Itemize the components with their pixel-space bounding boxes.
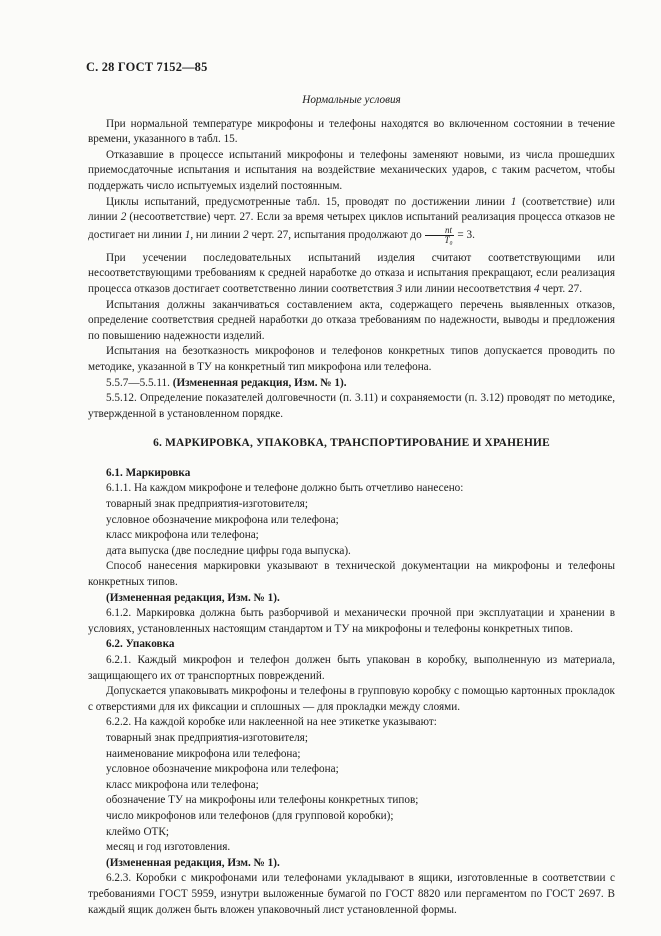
paragraph: 5.5.12. Определение показателей долговечности (п. 3.11) и сохраняемости (п. 3.12) проводят по методике, утвержденной в установленном порядке.	[88, 392, 615, 420]
document-body	[88, 93, 615, 918]
list-item: условное обозначение микрофона или телефона;	[106, 513, 339, 526]
list-item: класс микрофона или телефона;	[106, 778, 259, 791]
section-6-heading: 6. МАРКИРОВКА, УПАКОВКА, ТРАНСПОРТИРОВАНИЕ И ХРАНЕНИЕ	[153, 437, 550, 450]
paragraph: 6.2.3. Коробки с микрофонами или телефонами укладывают в ящики, изготовленные в соответствии с требованиями ГОСТ 5959, изнутри выложенные бумагой по ГОСТ 8820 или пергаментом по ГОСТ 2697. В каждый ящик должен быть вложен упаковочный лист установленной формы.	[88, 872, 615, 916]
paragraph-test-cycles: Циклы испытаний, предусмотренные табл. 15, проводят по достижении линии 1 (соответствие) или линии 2 (несоответствие) черт. 27. Если за время четырех циклов испытаний реализация процесса отказов не достигает ни линии 1, ни линии 2 черт. 27, испытания продолжают до $\frac{nt}{\text{T₀}}$ = 3.	[88, 195, 616, 245]
list-item: месяц и год изготовления.	[106, 841, 231, 854]
list-item: число микрофонов или телефонов (для групповой коробки);	[106, 809, 394, 822]
paragraph-revision: 5.5.7—5.5.11. (Измененная редакция, Изм. № 1).	[106, 376, 347, 389]
list-item: товарный знак предприятия-изготовителя;	[106, 731, 308, 744]
list-item: клеймо ОТК;	[106, 825, 169, 838]
list-item: товарный знак предприятия-изготовителя;	[106, 498, 308, 511]
paragraph: Допускается упаковывать микрофоны и телефоны в групповую коробку с помощью картонных прокладок с отверстиями для их фиксации и сплошных — для прокладки между слоями.	[88, 685, 615, 713]
subsection-heading-packaging: 6.2. Упаковка	[106, 638, 175, 651]
fraction-formula: $\frac{nt}{\text{T₀}}$	[425, 226, 453, 245]
paragraph: Испытания должны заканчиваться составлением акта, содержащего перечень выявленных отказов, определение соответствия средней наработки до отказа требованиям по надежности, выводы и предложения по повышению надежности изделий.	[88, 298, 615, 342]
list-item: дата выпуска (две последние цифры года выпуска).	[106, 544, 351, 557]
page-header: С. 28 ГОСТ 7152—85	[86, 60, 208, 74]
paragraph: Отказавшие в процессе испытаний микрофоны и телефоны заменяют новыми, из числа прошедших приемосдаточные испытания и испытания на воздействие механических ударов, с таким расчетом, чтобы поддержать число испытуемых изделий постоянным.	[88, 148, 615, 192]
paragraph: 6.1.2. Маркировка должна быть разборчивой и механически прочной при эксплуатации и хранении в условиях, установленных настоящим стандартом и ТУ на микрофоны и телефоны конкретных типов.	[88, 607, 615, 635]
subsection-heading-marking: 6.1. Маркировка	[106, 466, 191, 479]
list-item: наименование микрофона или телефона;	[106, 747, 301, 760]
paragraph: 6.1.1. На каждом микрофоне и телефоне должно быть отчетливо нанесено:	[106, 482, 464, 495]
paragraph: 6.2.2. На каждой коробке или наклеенной на нее этикетке указывают:	[106, 716, 437, 729]
paragraph-truncation: При усечении последовательных испытаний изделия считают соответствующими или несоответствующими требованиям к средней наработке до отказа и испытания прекращают, если реализация процесса отказов достигает соответственно линии соответствия 3 или линии несоответствия 4 черт. 27.	[88, 251, 615, 295]
list-item: условное обозначение микрофона или телефона;	[106, 763, 339, 776]
paragraph: Способ нанесения маркировки указывают в технической документации на микрофоны и телефоны конкретных типов.	[88, 560, 615, 589]
list-item: класс микрофона или телефона;	[106, 529, 259, 542]
revision-note: (Измененная редакция, Изм. № 1).	[106, 591, 280, 604]
revision-note: (Измененная редакция, Изм. № 1).	[106, 856, 280, 869]
paragraph: При нормальной температуре микрофоны и телефоны находятся во включенном состоянии в течение времени, указанного в табл. 15.	[88, 117, 615, 146]
paragraph: Испытания на безотказность микрофонов и телефонов конкретных типов допускается проводить по методике, указанной в ТУ на конкретный тип микрофона или телефона.	[88, 345, 615, 373]
list-item: обозначение ТУ на микрофоны или телефоны конкретных типов;	[106, 794, 419, 807]
subsection-title-normal-conditions: Нормальные условия	[302, 94, 401, 106]
paragraph: 6.2.1. Каждый микрофон и телефон должен быть упакован в коробку, выполненную из материала, защищающего их от транспортных повреждений.	[88, 654, 615, 682]
